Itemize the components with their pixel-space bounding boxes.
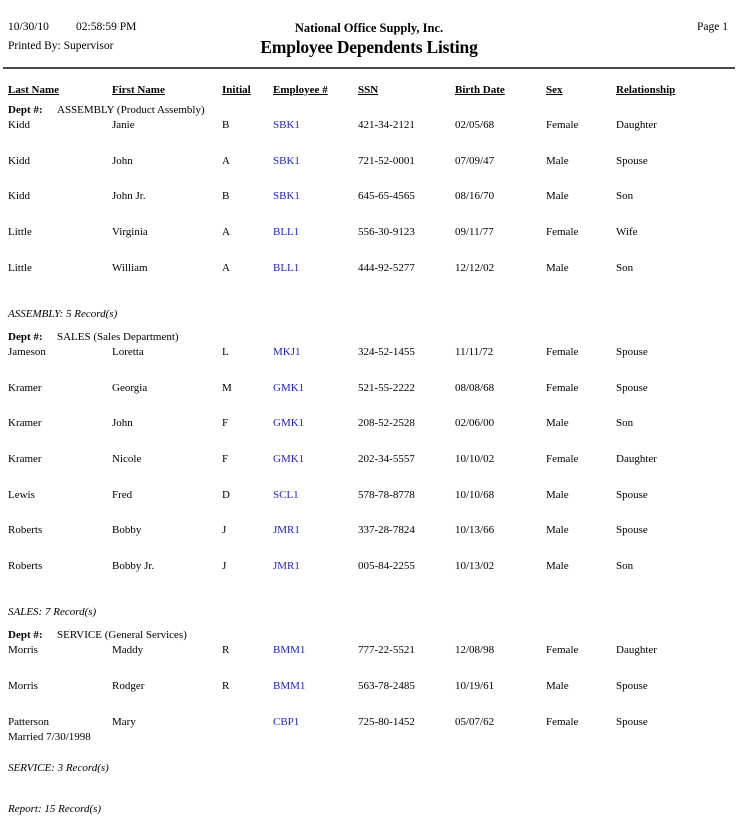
cell-first-name: Rodger [112,679,145,692]
cell-initial: F [222,417,229,430]
cell-birth-date: 08/08/68 [455,381,495,394]
cell-ssn: 324-52-1455 [358,345,415,358]
cell-last-name: Jameson [8,345,46,358]
record-row [0,226,738,262]
employee-number-link[interactable]: GMK1 [273,417,305,430]
cell-birth-date: 12/08/98 [455,644,495,657]
cell-initial: L [222,345,229,358]
cell-sex: Male [546,417,569,430]
cell-ssn: 521-55-2222 [358,381,415,394]
column-header-first-name: First Name [112,84,165,96]
cell-birth-date: 12/12/02 [455,261,495,274]
cell-initial: M [222,381,232,394]
cell-initial: R [222,644,230,657]
column-header-ssn: SSN [358,84,379,96]
cell-ssn: 202-34-5557 [358,453,415,465]
record-row [0,119,738,155]
cell-relationship: Wife [616,226,638,239]
dependents-table [0,84,738,815]
cell-ssn: 645-65-4565 [358,190,415,203]
column-header-row [0,84,738,104]
employee-number-link[interactable]: SBK1 [273,154,300,167]
cell-ssn: 578-78-8778 [358,488,415,501]
cell-sex: Female [546,226,579,239]
report-title: Employee Dependents Listing [260,37,478,57]
cell-first-name: Loretta [112,345,144,358]
cell-birth-date: 07/09/47 [455,154,495,167]
group-record-count: SERVICE: 3 Record(s) [8,761,109,774]
cell-relationship: Son [616,190,634,203]
record-row [0,453,738,489]
employee-number-link[interactable]: JMR1 [273,560,300,573]
cell-last-name: Kramer [8,417,42,430]
employee-number-link[interactable]: BMM1 [273,644,306,657]
dept-name: ASSEMBLY (Product Assembly) [57,104,205,116]
cell-last-name: Kidd [8,154,30,167]
cell-birth-date: 10/10/68 [455,488,495,501]
page-number: Page 1 [697,21,728,33]
cell-last-name: Patterson [8,715,49,728]
employee-number-link[interactable]: SBK1 [273,119,300,131]
cell-first-name: Georgia [112,381,148,394]
record-row [0,489,738,525]
dept-group-service [0,629,738,785]
cell-birth-date: 02/06/00 [455,417,495,430]
cell-relationship: Spouse [616,345,648,358]
cell-ssn: 556-30-9123 [358,226,415,239]
dept-label: Dept #: [8,629,43,642]
cell-relationship: Spouse [616,381,648,394]
cell-relationship: Daughter [616,453,657,465]
cell-last-name: Morris [8,644,38,657]
employee-number-link[interactable]: BMM1 [273,679,306,692]
dept-name: SERVICE (General Services) [57,629,187,642]
cell-ssn: 337-28-7824 [358,524,415,537]
cell-first-name: Mary [112,715,136,728]
cell-last-name: Little [8,226,32,239]
cell-sex: Female [546,119,579,131]
column-header-last-name: Last Name [8,84,60,96]
cell-birth-date: 10/13/66 [455,524,495,537]
printed-by-value: Supervisor [63,40,114,52]
cell-sex: Male [546,560,569,573]
dept-header [0,331,738,346]
record-row [0,524,738,560]
cell-ssn: 444-92-5277 [358,261,415,274]
cell-sex: Male [546,190,569,203]
company-name: National Office Supply, Inc. [294,21,444,35]
cell-sex: Female [546,381,579,394]
printed-by-label: Printed By: [8,40,61,52]
column-header-initial: Initial [222,84,251,96]
cell-first-name: Fred [112,488,133,501]
cell-initial: A [222,261,230,274]
group-record-count: ASSEMBLY: 5 Record(s) [8,307,118,320]
employee-number-link[interactable]: CBP1 [273,715,300,728]
cell-relationship: Spouse [616,679,648,692]
cell-initial: F [222,453,229,465]
cell-first-name: John Jr. [112,190,146,203]
cell-relationship: Spouse [616,524,648,537]
report-record-count: Report: 15 Record(s) [8,802,102,815]
cell-last-name: Lewis [8,488,35,501]
cell-relationship: Daughter [616,644,657,657]
cell-initial: B [222,190,230,203]
cell-sex: Female [546,644,579,657]
header-divider [3,67,735,69]
dept-group-assembly [0,104,738,331]
cell-first-name: Maddy [112,644,144,657]
record-row [0,190,738,226]
cell-birth-date: 02/05/68 [455,119,495,131]
table-body [0,104,738,785]
cell-last-name: Morris [8,679,38,692]
cell-relationship: Son [616,261,634,274]
cell-birth-date: 10/19/61 [455,679,495,692]
cell-first-name: John [112,154,133,167]
employee-number-link[interactable]: BLL1 [273,261,300,274]
cell-initial: J [222,560,227,573]
cell-ssn: 721-52-0001 [358,154,415,167]
cell-last-name: Little [8,261,32,274]
cell-sex: Female [546,715,579,728]
cell-initial: J [222,524,227,537]
cell-first-name: Janie [112,119,135,131]
cell-first-name: Bobby [112,524,142,537]
column-header-birth-date: Birth Date [455,84,505,96]
employee-number-link[interactable]: MKJ1 [273,345,301,358]
record-row [0,560,738,596]
dept-label: Dept #: [8,330,43,343]
employee-number-link[interactable]: GMK1 [273,453,305,465]
column-header-relationship: Relationship [616,84,676,96]
cell-birth-date: 10/13/02 [455,560,495,573]
cell-initial: A [222,154,230,167]
cell-sex: Female [546,345,579,358]
record-row [0,262,738,298]
column-header-sex: Sex [546,84,563,96]
employee-number-link[interactable]: GMK1 [273,381,305,394]
cell-ssn: 777-22-5521 [358,644,415,657]
cell-first-name: Virginia [112,226,148,239]
cell-ssn: 421-34-2121 [358,119,415,131]
cell-last-name: Roberts [8,560,43,573]
cell-relationship: Spouse [616,715,648,728]
cell-relationship: Son [616,417,634,430]
record-note: Married 7/30/1998 [8,730,91,743]
cell-last-name: Kramer [8,453,42,465]
cell-sex: Male [546,154,569,167]
record-row [0,155,738,191]
cell-initial: R [222,679,230,692]
record-row [0,716,738,752]
cell-last-name: Roberts [8,524,43,537]
cell-initial: B [222,119,230,131]
cell-relationship: Son [616,560,634,573]
cell-sex: Male [546,524,569,537]
print-date: 10/30/10 [8,21,49,33]
cell-ssn: 005-84-2255 [358,560,415,573]
record-row [0,346,738,382]
cell-relationship: Spouse [616,154,648,167]
column-header-employee: Employee # [273,84,328,96]
cell-first-name: Bobby Jr. [112,560,155,573]
dept-header [0,104,738,119]
dept-label: Dept #: [8,104,43,116]
employee-number-link[interactable]: SBK1 [273,190,300,203]
cell-first-name: William [112,261,148,274]
cell-last-name: Kidd [8,119,30,131]
cell-sex: Male [546,261,569,274]
record-row [0,417,738,453]
cell-birth-date: 10/10/02 [455,453,495,465]
cell-birth-date: 11/11/72 [455,345,494,358]
cell-initial [222,716,273,728]
dept-header [0,629,738,644]
record-row [0,680,738,716]
print-time: 02:58:59 PM [76,21,137,33]
employee-number-link[interactable]: BLL1 [273,226,300,239]
cell-last-name: Kramer [8,381,42,394]
dept-group-sales [0,331,738,629]
cell-ssn: 563-78-2485 [358,679,415,692]
cell-birth-date: 08/16/70 [455,190,495,203]
cell-sex: Male [546,488,569,501]
employee-number-link[interactable]: SCL1 [273,488,299,501]
employee-number-link[interactable]: JMR1 [273,524,300,537]
cell-last-name: Kidd [8,190,30,203]
record-row [0,382,738,418]
record-row [0,644,738,680]
cell-relationship: Spouse [616,488,648,501]
group-record-count: SALES: 7 Record(s) [8,606,97,619]
cell-ssn: 725-80-1452 [358,715,415,728]
cell-sex: Male [546,679,569,692]
cell-ssn: 208-52-2528 [358,417,415,430]
cell-initial: A [222,226,230,239]
cell-first-name: Nicole [112,453,142,465]
cell-birth-date: 09/11/77 [455,226,494,239]
cell-relationship: Daughter [616,119,657,131]
cell-birth-date: 05/07/62 [455,715,495,728]
cell-initial: D [222,488,230,501]
dept-name: SALES (Sales Department) [57,330,179,343]
cell-sex: Female [546,453,579,465]
cell-first-name: John [112,417,133,430]
